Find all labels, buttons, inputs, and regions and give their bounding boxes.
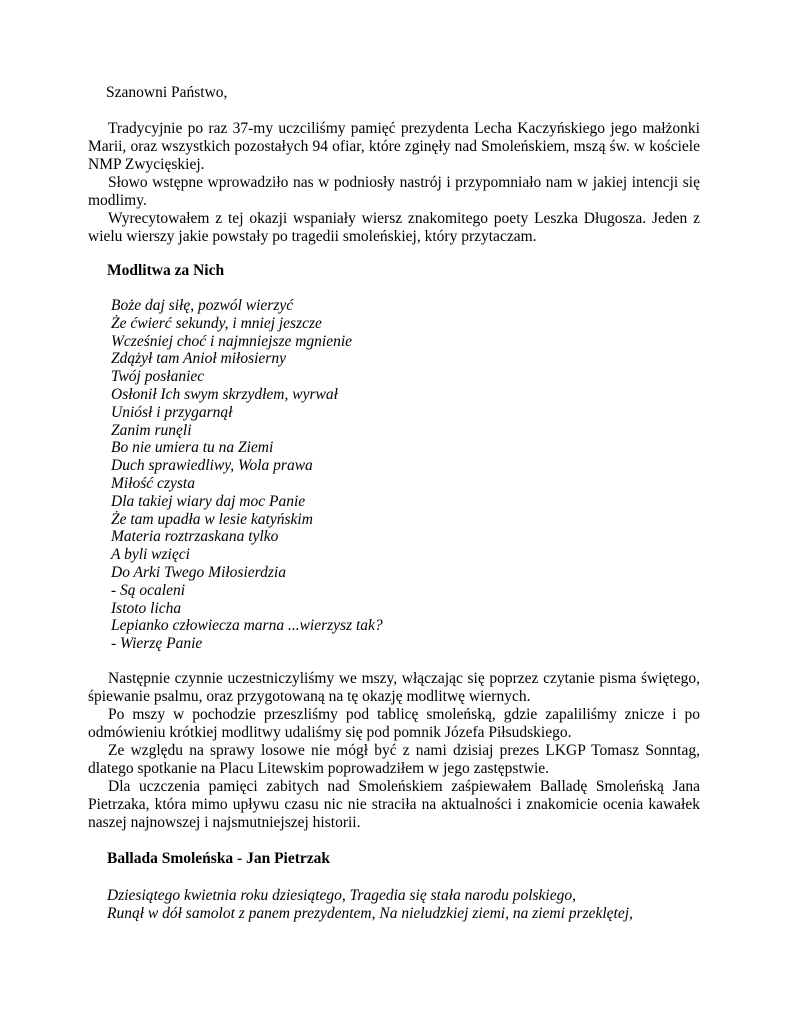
poem1-line: A byli wzięci xyxy=(111,546,190,564)
poem1-line: Miłość czysta xyxy=(111,474,195,492)
poem2-line: Runął w dół samolot z panem prezydentem, Na nieludzkiej ziemi, na ziemi przeklętej, xyxy=(107,905,633,922)
poem1-line: Dla takiej wiary daj moc Panie xyxy=(111,492,306,510)
poem1-line: Że tam upadła w lesie katyńskim xyxy=(111,510,313,528)
poem1-line: Istoto licha xyxy=(111,599,182,617)
greeting: Szanowni Państwo, xyxy=(106,84,228,101)
middle-paragraph-2: Po mszy w pochodzie przeszliśmy pod tablicę smoleńską, gdzie zapaliliśmy znicze i po odmówieniu krótkiej modlitwy udaliśmy się pod pomnik Józefa Piłsudskiego. xyxy=(88,706,700,741)
poem1-title: Modlitwa za Nich xyxy=(107,262,225,279)
poem1-line: Boże daj siłę, pozwól wierzyć xyxy=(111,297,294,314)
poem1-line: Lepianko człowiecza marna ...wierzysz tak? xyxy=(111,617,383,635)
poem1-verses xyxy=(111,297,383,653)
poem1-line: - Są ocaleni xyxy=(111,581,186,599)
poem1-line: Osłonił Ich swym skrzydłem, wyrwał xyxy=(111,385,338,403)
poem1-line: Zanim runęli xyxy=(111,421,192,439)
poem1-line: Duch sprawiedliwy, Wola prawa xyxy=(111,457,313,475)
poem2-title: Ballada Smoleńska - Jan Pietrzak xyxy=(107,850,331,867)
middle-paragraph-4: Dla uczczenia pamięci zabitych nad Smoleńskiem zaśpiewałem Balladę Smoleńską Jana Pietrzaka, która mimo upływu czasu nic nie straciła na aktualności i znakomicie ocenia kawałek naszej najnowszej i najsmutniejszej historii. xyxy=(88,778,700,831)
poem1-line: Materia roztrzaskana tylko xyxy=(111,528,279,546)
poem1-line: Zdążył tam Anioł miłosierny xyxy=(111,350,286,368)
poem1-line: - Wierzę Panie xyxy=(111,635,203,653)
intro-paragraph-1: Tradycyjnie po raz 37-my uczciliśmy pamięć prezydenta Lecha Kaczyńskiego jego małżonki Marii, oraz wszystkich pozostałych 94 ofiar, które zginęły nad Smoleńskiem, mszą św. w kościele NMP Zwycięskiej. xyxy=(88,120,700,173)
poem2-line: Dziesiątego kwietnia roku dziesiątego, Tragedia się stała narodu polskiego, xyxy=(107,887,576,904)
poem2-verses xyxy=(107,887,633,923)
intro-paragraph-3: Wyrecytowałem z tej okazji wspaniały wiersz znakomitego poety Leszka Długosza. Jeden z wielu wierszy jakie powstały po tragedii smoleńskiej, który przytaczam. xyxy=(88,210,700,245)
middle-paragraph-3: Ze względu na sprawy losowe nie mógł być z nami dzisiaj prezes LKGP Tomasz Sonntag, dlatego spotkanie na Placu Litewskim poprowadziłem w jego zastępstwie. xyxy=(88,742,700,777)
poem1-line: Bo nie umiera tu na Ziemi xyxy=(111,439,274,457)
middle-paragraph-1: Następnie czynnie uczestniczyliśmy we mszy, włączając się poprzez czytanie pisma świętego, śpiewanie psalmu, oraz przygotowaną na tę okazję modlitwę wiernych. xyxy=(88,670,700,705)
poem1-line: Wcześniej choć i najmniejsze mgnienie xyxy=(111,332,353,350)
poem1-line: Że ćwierć sekundy, i mniej jeszcze xyxy=(111,314,322,332)
intro-paragraph-2: Słowo wstępne wprowadziło nas w podniosły nastrój i przypomniało nam w jakiej intencji się modlimy. xyxy=(88,174,700,209)
poem1-line: Do Arki Twego Miłosierdzia xyxy=(111,563,286,581)
poem1-line: Uniósł i przygarnął xyxy=(111,403,233,421)
poem1-line: Twój posłaniec xyxy=(111,368,205,386)
